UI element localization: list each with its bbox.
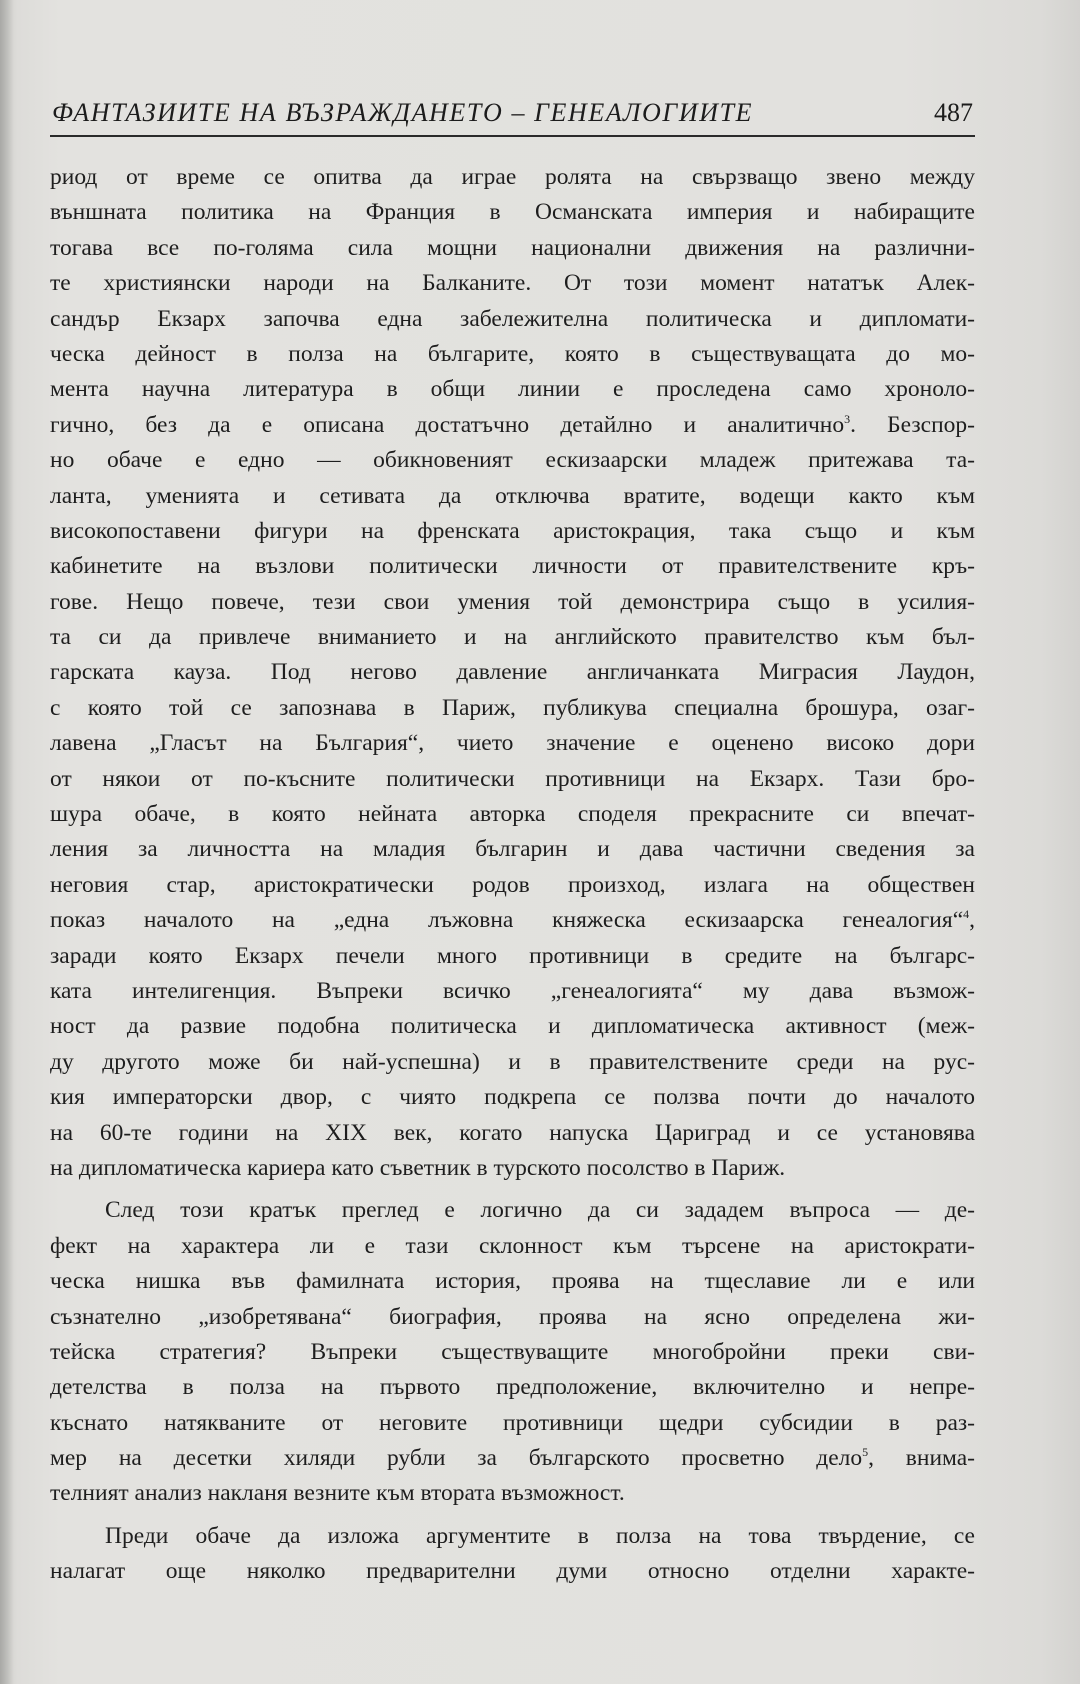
line-text: фект на характера ли е тази склонност към търсене на аристократи- — [50, 1232, 975, 1259]
text-line — [50, 1193, 975, 1228]
running-head — [50, 98, 975, 138]
text-line — [50, 549, 975, 584]
line-text: кабинетите на възлови политически личности от правителствените кръ- — [50, 553, 975, 580]
line-text: с която той се запознава в Париж, публикува специална брошура, озаг- — [50, 694, 975, 721]
line-text: лавена „Гласът на България“, чието значение е оценено високо дори — [50, 730, 975, 757]
text-line — [50, 939, 975, 974]
line-text: ду другото може би най-успешна) и в правителствените среди на рус- — [50, 1048, 975, 1075]
line-text-continued: . Безспор- — [850, 411, 975, 438]
text-line — [50, 195, 975, 230]
text-line — [50, 1080, 975, 1115]
line-text: тогава все по-голяма сила мощни национални движения на различни- — [50, 234, 975, 261]
text-line — [50, 868, 975, 903]
paragraph — [50, 1193, 975, 1512]
text-line — [50, 1264, 975, 1299]
paragraph — [50, 1519, 975, 1590]
text-line — [50, 302, 975, 337]
line-text: гарската кауза. Под негово давление англичанката Миграсия Лаудон, — [50, 659, 975, 686]
text-line — [50, 1554, 975, 1589]
text-line — [50, 620, 975, 655]
page-gutter-shadow — [0, 0, 14, 1684]
text-line — [50, 1441, 975, 1476]
line-text-continued: , внима- — [868, 1445, 976, 1472]
line-text: детелства в полза на първото предположение, включително и непре- — [50, 1374, 975, 1401]
text-line — [50, 1116, 975, 1151]
text-line — [50, 832, 975, 867]
line-text: ления за личността на младия българин и дава частични сведения за — [50, 836, 975, 863]
line-text: налагат още няколко предварителни думи относно отделни характе- — [50, 1558, 975, 1585]
paragraph — [50, 160, 975, 1186]
footnote-marker: 3 — [844, 411, 851, 426]
paragraph-gap — [50, 1512, 975, 1519]
line-text: къснато натякваните от неговите противници щедри субсидии в раз- — [50, 1409, 975, 1436]
line-text: телният анализ накланя везните към втората възможност. — [50, 1480, 625, 1507]
text-line — [50, 1151, 975, 1186]
line-text: кия императорски двор, с чиято подкрепа се ползва почти до началото — [50, 1084, 975, 1111]
text-line — [50, 231, 975, 266]
text-line — [50, 1370, 975, 1405]
line-text: ност да развие подобна политическа и дипломатическа активност (меж- — [50, 1013, 975, 1040]
text-line — [50, 762, 975, 797]
line-text: външната политика на Франция в Османската империя и набиращите — [50, 199, 975, 226]
line-text-continued: , — [969, 907, 975, 934]
text-line — [50, 903, 975, 938]
line-text: съзнателно „изобретявана“ биография, проява на ясно определена жи- — [50, 1303, 975, 1330]
line-text: но обаче е едно — обикновеният ескизаарски младеж притежава та- — [50, 447, 975, 474]
paragraph-gap — [50, 1186, 975, 1193]
page-number: 487 — [934, 98, 973, 127]
text-line — [50, 266, 975, 301]
line-text: ката интелигенция. Въпреки всичко „генеалогията“ му дава възмож- — [50, 977, 975, 1004]
line-text: неговия стар, аристократически родов произход, излага на обществен — [50, 871, 975, 898]
text-line — [50, 974, 975, 1009]
line-text: шура обаче, в която нейната авторка споделя прекрасните си впечат- — [50, 801, 975, 828]
line-text: сандър Екзарх започва една забележителна политическа и дипломати- — [50, 305, 975, 332]
text-line — [50, 1519, 975, 1554]
line-text: заради която Екзарх печели много противници в средите на българс- — [50, 942, 975, 969]
text-line — [50, 443, 975, 478]
text-line — [50, 1045, 975, 1080]
text-line — [50, 1335, 975, 1370]
text-line — [50, 797, 975, 832]
line-text: та си да привлече вниманието и на английското правителство към бъл- — [50, 624, 975, 651]
footnote-marker: 5 — [862, 1445, 869, 1460]
line-text: мента научна литература в общи линии е проследена само хроноло- — [50, 376, 975, 403]
line-text: ческа нишка във фамилната история, проява на тщеславие ли е или — [50, 1268, 975, 1295]
line-text: тейска стратегия? Въпреки съществуващите многобройни преки сви- — [50, 1338, 975, 1365]
line-text: риод от време се опитва да играе ролята на свързващо звено между — [50, 164, 975, 190]
line-text: те християнски народи на Балканите. От този момент нататък Алек- — [50, 270, 975, 297]
text-line — [50, 585, 975, 620]
line-text: Преди обаче да изложа аргументите в полза на това твърдение, се — [105, 1522, 975, 1549]
line-text: на 60-те години на XIX век, когато напуска Цариград и се установява — [50, 1119, 975, 1146]
text-line — [50, 655, 975, 690]
text-line — [50, 160, 975, 195]
text-line — [50, 479, 975, 514]
body-text — [50, 160, 975, 1590]
line-text: от някои от по-късните политически противници на Екзарх. Тази бро- — [50, 765, 975, 792]
line-text: ланта, уменията и сетивата да отключва вратите, водещи както към — [50, 482, 975, 509]
line-text: ческа дейност в полза на българите, която в съществуващата до мо- — [50, 340, 975, 367]
text-line — [50, 372, 975, 407]
line-text: гове. Нещо повече, тези свои умения той демонстрира също в усилия- — [50, 588, 975, 615]
line-text: високопоставени фигури на френската аристокрация, така също и към — [50, 517, 975, 544]
line-text: мер на десетки хиляди рубли за българското просветно дело — [50, 1445, 863, 1472]
text-line — [50, 1229, 975, 1264]
text-line — [50, 1406, 975, 1441]
line-text: След този кратък преглед е логично да си зададем въпроса — де- — [105, 1197, 975, 1224]
text-line — [50, 1300, 975, 1335]
text-line — [50, 337, 975, 372]
text-line — [50, 726, 975, 761]
text-line — [50, 408, 975, 443]
header-rule — [50, 135, 975, 137]
line-text: показ началото на „една лъжовна княжеска ескизаарска генеалогия“ — [50, 907, 964, 934]
footnote-marker: 4 — [963, 907, 970, 922]
text-line — [50, 691, 975, 726]
text-line — [50, 1009, 975, 1044]
text-line — [50, 1476, 975, 1511]
line-text: на дипломатическа кариера като съветник в турското посолство в Париж. — [50, 1154, 786, 1181]
running-title: ФАНТАЗИИТЕ НА ВЪЗРАЖДАНЕТО – ГЕНЕАЛОГИИТЕ — [52, 98, 754, 127]
text-line — [50, 514, 975, 549]
line-text: гично, без да е описана достатъчно детайлно и аналитично — [50, 411, 845, 438]
